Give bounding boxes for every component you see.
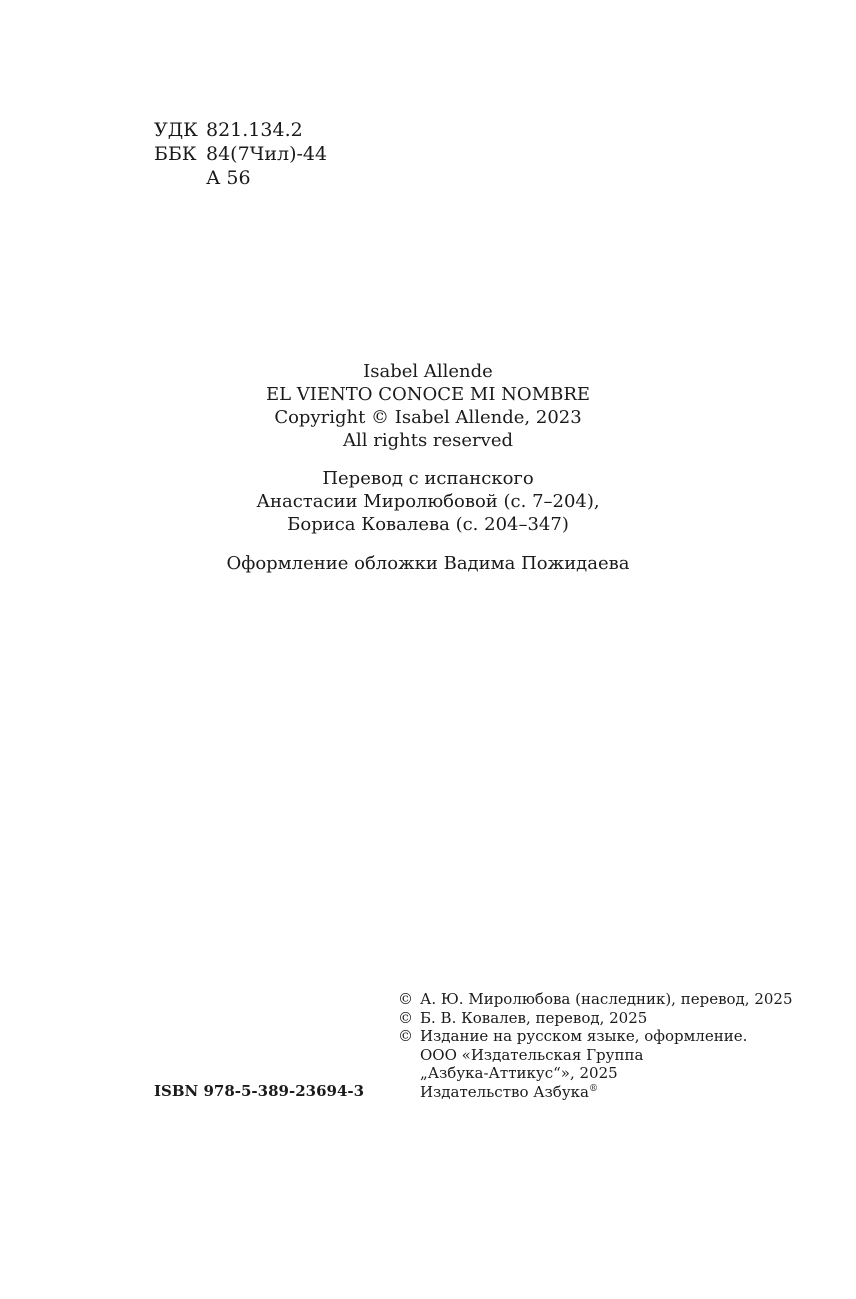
copyright-entry-1 [398,990,793,1009]
bbk-label: ББК [154,143,197,165]
copyright-symbol: © [398,1008,413,1027]
original-title: EL VIENTO CONOCE MI NOMBRE [265,384,591,405]
udk-row [154,118,327,142]
copyright-symbol: © [398,1027,413,1045]
registered-mark: ® [588,1083,598,1094]
bbk-row [154,142,327,166]
copyright-entry-3-line-2: ООО «Издательская Группа [420,1045,644,1064]
cover-design-credit: Оформление обложки Вадима Пожидаева [226,553,630,574]
copyright-entry-3 [398,1027,793,1046]
translation-line-2: Анастасии Миролюбовой (с. 7–204), [256,491,600,512]
isbn: ISBN 978-5-389-23694-3 [154,1082,365,1100]
author-mark: А 56 [206,167,251,189]
copyright-symbol: © [398,990,413,1008]
translation-line-3: Бориса Ковалева (с. 204–347) [287,514,569,535]
bbk-value: 84(7Чил)-44 [206,143,328,165]
original-rights: All rights reserved [343,430,513,451]
translation-block [0,467,856,536]
copyright-entry-text: А. Ю. Миролюбова (наследник), перевод, 2025 [420,990,793,1008]
copyright-entry-text: Б. В. Ковалев, перевод, 2025 [420,1008,648,1027]
original-edition-block [0,360,856,452]
copyright-entry-3-line-4 [398,1083,793,1102]
udk-label: УДК [154,119,198,141]
classification-block [154,118,327,190]
original-copyright: Copyright © Isabel Allende, 2023 [274,407,582,428]
copyright-entry-3-line-3: „Азбука-Аттикус“», 2025 [420,1064,618,1082]
translation-line-1: Перевод с испанского [322,468,534,489]
udk-value: 821.134.2 [206,119,303,141]
copyright-notices [398,990,793,1101]
original-author: Isabel Allende [363,361,493,382]
copyright-entry-2 [398,1009,793,1028]
author-mark-row [154,166,327,190]
publisher-name: Издательство Азбука [420,1082,589,1101]
copyright-entry-text: Издание на русском языке, оформление. [420,1027,748,1045]
